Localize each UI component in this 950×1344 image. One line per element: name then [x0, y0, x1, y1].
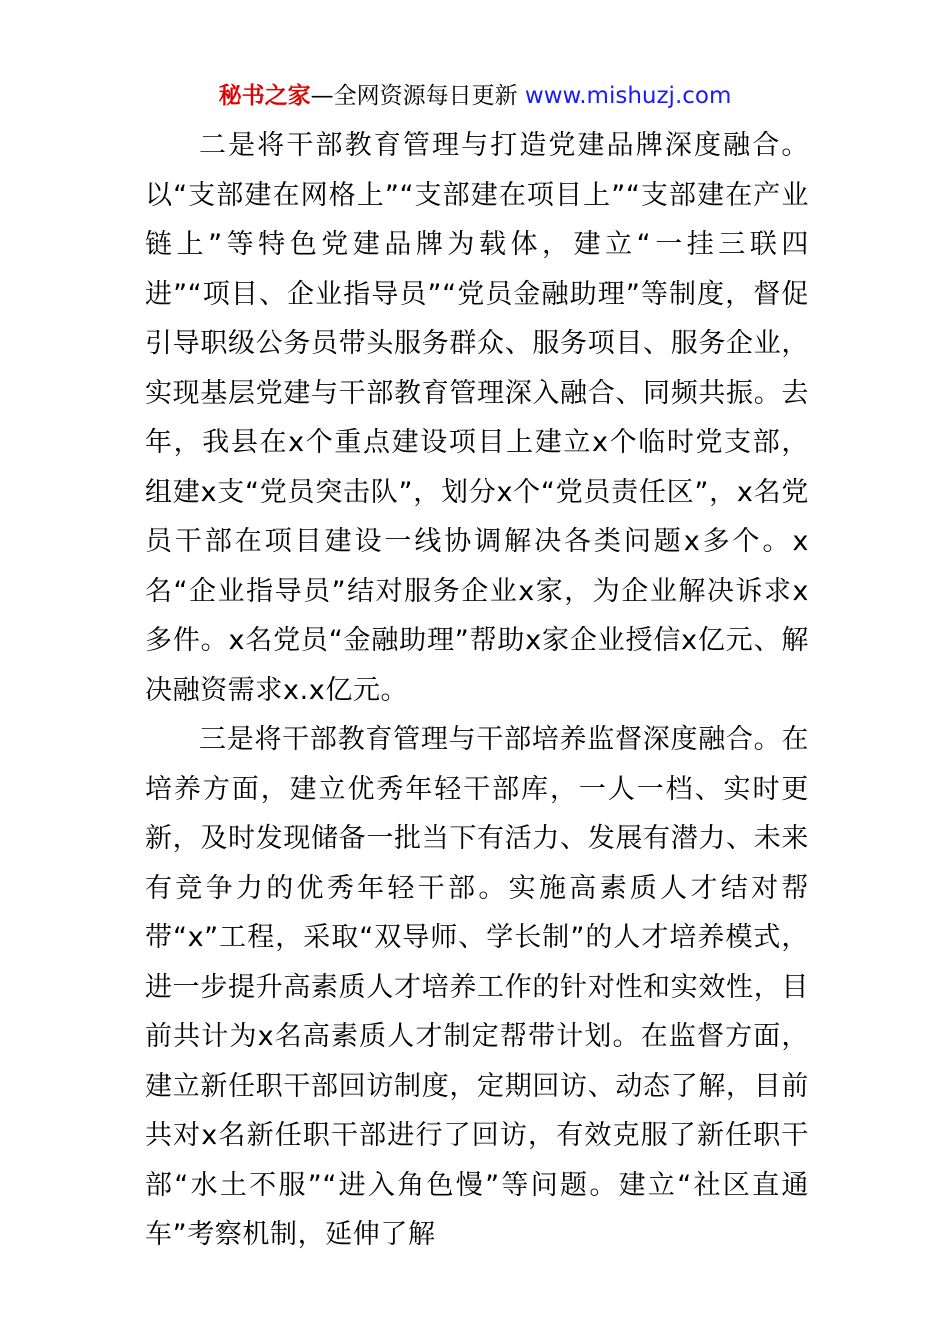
- site-brand: 秘书之家: [218, 83, 311, 109]
- site-tagline: —全网资源每日更新: [310, 83, 518, 109]
- site-url-link[interactable]: www.mishuzj.com: [524, 83, 732, 109]
- paragraph-2: 二是将干部教育管理与打造党建品牌深度融合。以“支部建在网格上”“支部建在项目上”“支部建在产业链上”等特色党建品牌为载体，建立“一挂三联四进”“项目、企业指导员”“党员金融助理”等制度，督促引导职级公务员带头服务群众、服务项目、服务企业，实现基层党建与干部教育管理深入融合、同频共振。去年，我县在x个重点建设项目上建立x个临时党支部，组建x支“党员突击队”，划分x个“党员责任区”，x名党员干部在项目建设一线协调解决各类问题x多个。x名“企业指导员”结对服务企业x家，为企业解决诉求x多件。x名党员“金融助理”帮助x家企业授信x亿元、解决融资需求x.x亿元。: [145, 130, 809, 706]
- document-body: [145, 121, 809, 1260]
- paragraph-3: 三是将干部教育管理与干部培养监督深度融合。在培养方面，建立优秀年轻干部库，一人一档、实时更新，及时发现储备一批当下有活力、发展有潜力、未来有竞争力的优秀年轻干部。实施高素质人才结对帮带“x”工程，采取“双导师、学长制”的人才培养模式，进一步提升高素质人才培养工作的针对性和实效性，目前共计为x名高素质人才制定帮带计划。在监督方面，建立新任职干部回访制度，定期回访、动态了解，目前共对x名新任职干部进行了回访，有效克服了新任职干部“水土不服”“进入角色慢”等问题。建立“社区直通车”考察机制，延伸了解: [145, 724, 809, 1250]
- site-header: [0, 80, 950, 112]
